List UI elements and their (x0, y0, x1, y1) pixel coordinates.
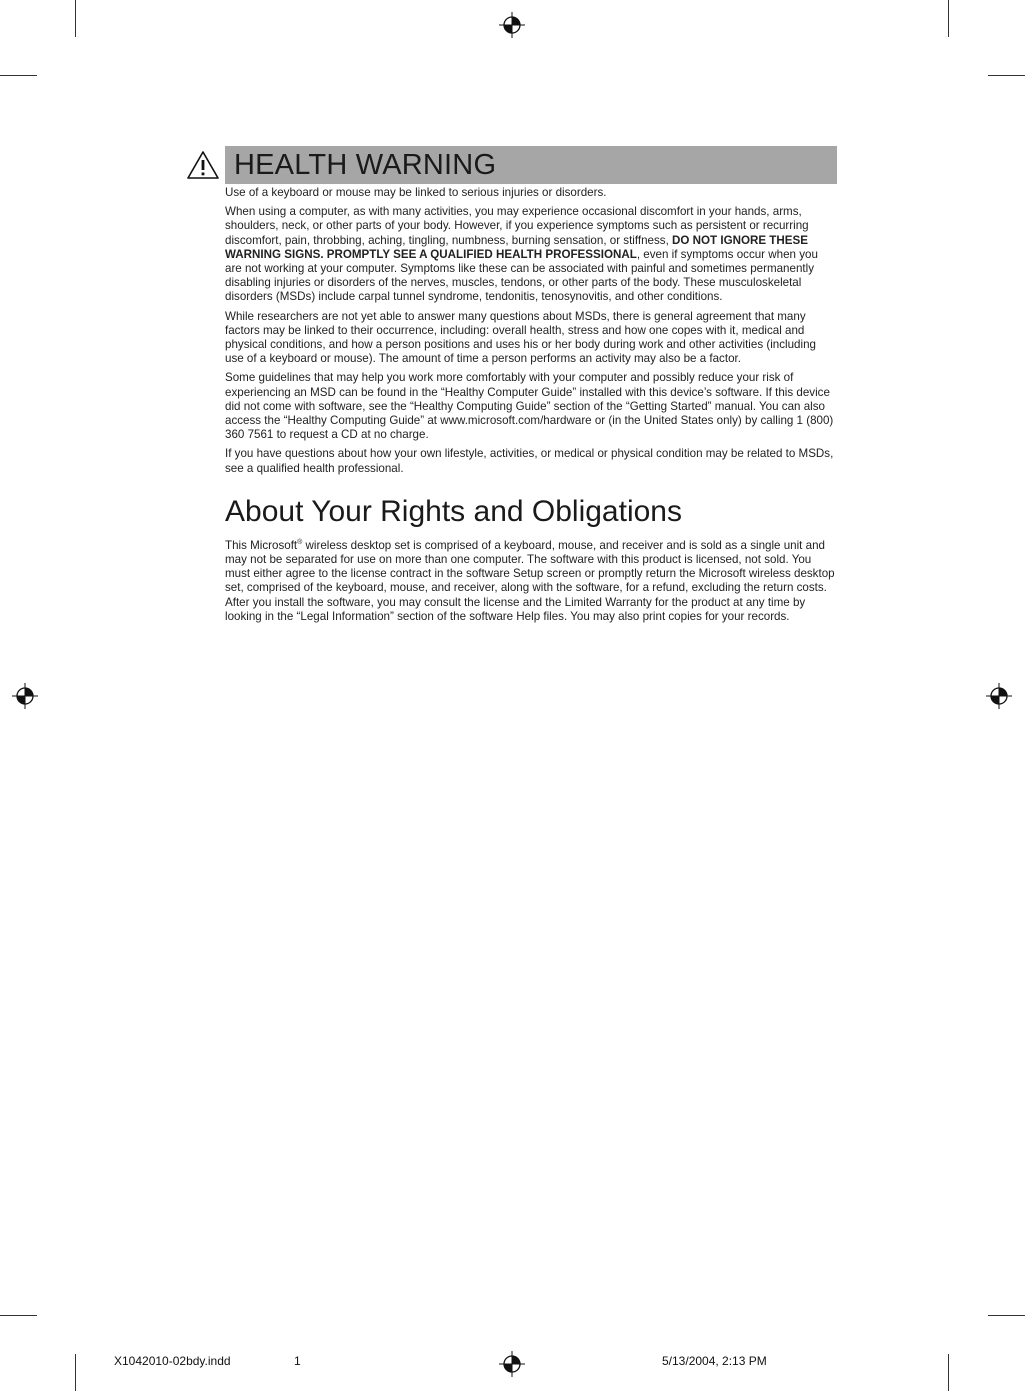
crop-mark (988, 1315, 1025, 1316)
footer-timestamp: 5/13/2004, 2:13 PM (662, 1354, 767, 1368)
registration-mark-icon (499, 1351, 525, 1377)
warning-triangle-icon (186, 150, 220, 180)
health-warning-paragraph-3: Some guidelines that may help you work more comfortably with your computer and possibly reduce your risk of experiencing an MSD can be found in the “Healthy Computer Guide” installed with this device’s software. If this device did not come with software, see the “Healthy Computing Guide” section of the “Getting Started” manual. You can also access the “Healthy Computing Guide” at www.microsoft.com/hardware or (in the United States only) by calling 1 (800) 360 7561 to request a CD at no charge. (225, 371, 834, 442)
footer-page-number: 1 (294, 1354, 301, 1368)
registered-mark: ® (297, 538, 303, 546)
health-warning-banner (225, 146, 837, 184)
rights-paragraph (225, 536, 837, 624)
crop-mark (948, 0, 949, 37)
paragraph-text: wireless desktop set is comprised of a keyboard, mouse, and receiver and is sold as a single unit and may not be separated for use on more than one computer. The software with this product is licensed, not sold. You must either agree to the license contract in the software Setup screen or promptly return the Microsoft wireless desktop set, comprised of the keyboard, mouse, and receiver, along with the software, for a refund, excluding the return costs. After you install the software, you may consult the license and the Limited Warranty for the product at any time by looking in the “Legal Information” section of the software Help files. You may also print copies for your records. (225, 538, 835, 623)
crop-mark (75, 0, 76, 37)
registration-mark-icon (12, 683, 38, 709)
health-warning-intro: Use of a keyboard or mouse may be linked to serious injuries or disorders. (225, 186, 607, 199)
crop-mark (988, 75, 1025, 76)
health-warning-title: HEALTH WARNING (234, 148, 497, 181)
registration-mark-icon (986, 683, 1012, 709)
health-warning-paragraph-4: If you have questions about how your own lifestyle, activities, or medical or physical condition may be related to MSDs, see a qualified health professional. (225, 447, 834, 475)
health-warning-paragraph-1 (225, 205, 837, 304)
crop-mark (75, 1354, 76, 1391)
document-body (225, 146, 837, 629)
health-warning-paragraph-2: While researchers are not yet able to answer many questions about MSDs, there is general agreement that many factors may be linked to their occurrence, including: overall health, stress and how one copes with it, medical and physical conditions, and how a person positions and uses his or her body during work and other activities (including use of a keyboard or mouse). The amount of time a person performs an activity may also be a factor. (225, 309, 816, 366)
footer-filename: X1042010-02bdy.indd (114, 1354, 231, 1368)
crop-mark (948, 1354, 949, 1391)
warning-emphasis: DO NOT IGNORE THESE WARNING SIGNS. PROMPTLY SEE A QUALIFIED HEALTH PROFESSIONAL (225, 233, 808, 261)
paragraph-text: , even if symptoms occur when you are not working at your computer. Symptoms like these can be associated with painful and sometimes permanently disabling injuries or disorders of the nerves, muscles, tendons, or other parts of the body. These musculoskeletal disorders (MSDs) include carpal tunnel syndrome, tendonitis, tenosynovitis, and other conditions. (225, 247, 818, 304)
registration-mark-icon (499, 12, 525, 38)
crop-mark (0, 1315, 37, 1316)
crop-mark (0, 75, 37, 76)
paragraph-text: This Microsoft (225, 538, 298, 552)
rights-heading: About Your Rights and Obligations (225, 494, 682, 528)
paragraph-text: When using a computer, as with many activities, you may experience occasional discomfort in your hands, arms, shoulders, neck, or other parts of your body. However, if you experience symptoms such as persistent or recurring discomfort, pain, throbbing, aching, tingling, numbness, burning sensation, or stiffness, (225, 205, 809, 247)
